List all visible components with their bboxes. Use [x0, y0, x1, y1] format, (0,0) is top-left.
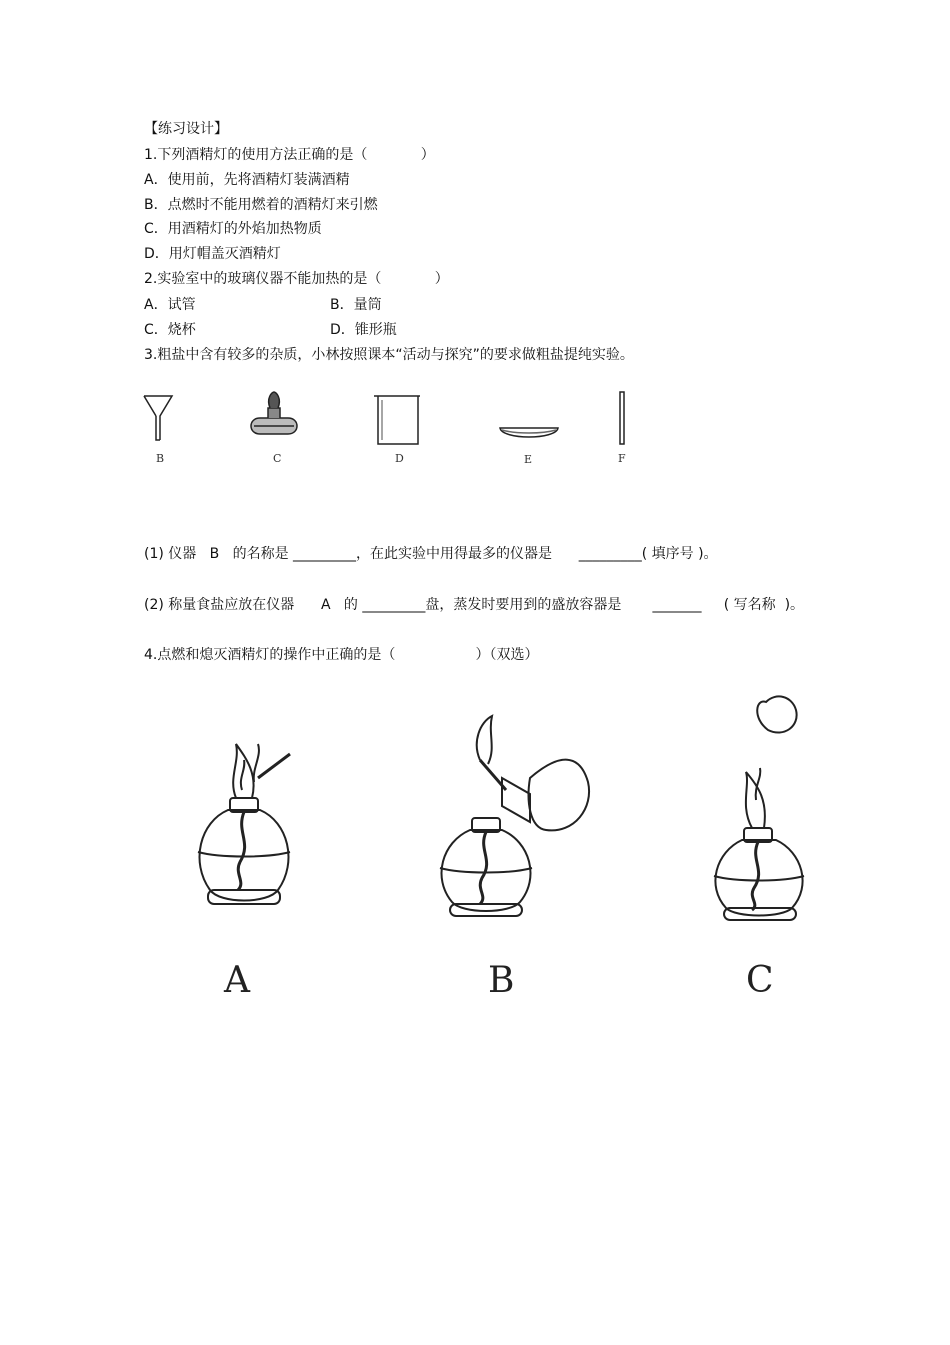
apparatus-label-c: C [273, 452, 282, 465]
lamp-b-illustration [440, 716, 589, 916]
lamp-label-a: A [224, 960, 250, 1001]
lamp-c-illustration [714, 696, 804, 920]
beaker-illustration [374, 396, 420, 444]
lamp-a-illustration [198, 744, 290, 904]
apparatus-figure [136, 388, 656, 473]
lamp-operations-figure [180, 682, 820, 1002]
lamp-label-b: B [488, 960, 515, 1001]
apparatus-label-e: E [524, 453, 533, 466]
q1-option-c: C．用酒精灯的外焰加热物质 [144, 221, 322, 237]
q1-stem: 1.下列酒精灯的使用方法正确的是（ ） [144, 147, 435, 163]
funnel-illustration [144, 396, 172, 440]
q3-stem: 3.粗盐中含有较多的杂质，小林按照课本“活动与探究”的要求做粗盐提纯实验。 [144, 347, 634, 363]
q1-option-a: A．使用前，先将酒精灯装满酒精 [144, 172, 350, 188]
glass-rod-illustration [620, 392, 624, 444]
apparatus-label-d: D [395, 452, 404, 465]
q1-option-d: D．用灯帽盖灭酒精灯 [144, 246, 281, 262]
apparatus-label-f: F [618, 452, 626, 465]
q2-option-a: A．试管 [144, 297, 196, 313]
q3-sub2: (2) 称量食盐应放在仪器 A 的 _________盘，蒸发时要用到的盛放容器是 _______ ( 写名称 )。 [144, 597, 805, 613]
q2-option-d: D．锥形瓶 [330, 322, 397, 338]
q2-option-c: C．烧杯 [144, 322, 196, 338]
section-title: 【练习设计】 [144, 121, 228, 137]
q4-stem: 4.点燃和熄灭酒精灯的操作中正确的是（ ）（双选） [144, 647, 539, 663]
q2-stem: 2.实验室中的玻璃仪器不能加热的是（ ） [144, 271, 449, 287]
evaporating-dish-illustration [500, 428, 558, 437]
apparatus-label-b: B [156, 452, 165, 465]
lamp-label-c: C [746, 960, 774, 1001]
q1-option-b: B．点燃时不能用燃着的酒精灯来引燃 [144, 197, 378, 213]
alcohol-lamp-illustration [251, 392, 297, 434]
q2-option-b: B．量筒 [330, 297, 382, 313]
q3-sub1: (1) 仪器 B 的名称是 _________，在此实验中用得最多的仪器是 _________( 填序号 )。 [144, 546, 718, 562]
